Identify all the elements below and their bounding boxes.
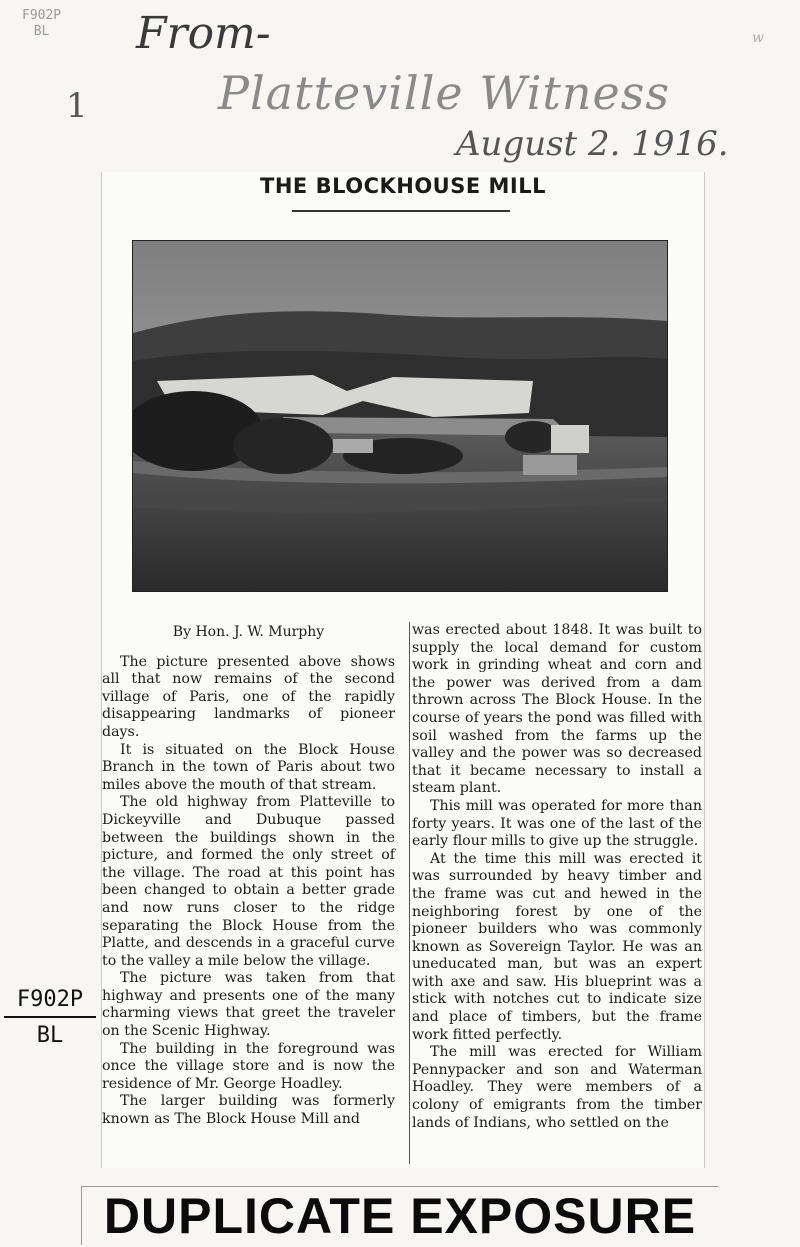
paragraph: The mill was erected for William Pennypacker and son and Waterman Hoadley. They were members of a colony of emigrants from the timber lands of Indians, who settled on the bbox=[412, 1044, 702, 1131]
archive-stamp-top bbox=[22, 8, 61, 40]
paragraph: The picture presented above shows all that now remains of the second village of Paris, one of the rapidly disappearing landmarks of pioneer days. bbox=[102, 653, 395, 740]
paragraph: At the time this mill was erected it was surrounded by heavy timber and the frame was cut and hewed in the neighboring forest by one of the pioneer builders who was commonly known as Sovereign Taylor. He was an uneducated man, but was an expert with axe and saw. His blueprint was a stick with notches cut to indicate size and place of timbers, but the frame work fitted perfectly. bbox=[412, 850, 702, 1043]
paragraph: was erected about 1848. It was built to supply the local demand for custom work in grinding wheat and corn and the power was derived from a dam thrown across The Block House. In the course of years the pond was filled with soil washed from the farms up the valley and the power was so decreased that it became necessary to install a steam plant. bbox=[412, 622, 702, 797]
margin-mark: 1 bbox=[66, 86, 88, 126]
article-column-left bbox=[102, 624, 395, 1129]
corner-mark: w bbox=[752, 30, 764, 46]
paragraph: This mill was operated for more than forty years. It was one of the last of the early flour mills to give up the struggle. bbox=[412, 797, 702, 850]
headline-rule bbox=[292, 210, 510, 212]
archive-stamp-side-line2: BL bbox=[36, 1023, 64, 1048]
article-column-right bbox=[409, 622, 702, 1164]
article-photo bbox=[132, 240, 668, 592]
paragraph: It is situated on the Block House Branch in the town of Paris about two miles above the mouth of that stream. bbox=[102, 741, 395, 793]
archive-stamp-top-line1: F902P bbox=[22, 8, 62, 23]
paragraph: The larger building was formerly known as The Block House Mill and bbox=[102, 1093, 395, 1128]
paragraph: The picture was taken from that highway and presents one of the many charming views that greet the traveler on the Scenic Highway. bbox=[102, 970, 395, 1040]
archive-stamp-side-line1: F902P bbox=[4, 986, 96, 1018]
archive-stamp-top-line2: BL bbox=[33, 24, 50, 39]
handwritten-date: August 2. 1916. bbox=[456, 124, 729, 164]
paragraph: The old highway from Platteville to Dickeyville and Dubuque passed between the buildings shown in the picture, and formed the only street of the village. The road at this point has been changed to obtain a better grade and now runs closer to the ridge separating the Block House from the Platte, and descends in a graceful curve to the valley a mile below the village. bbox=[102, 794, 395, 969]
duplicate-exposure-banner: DUPLICATE EXPOSURE bbox=[81, 1186, 718, 1245]
handwritten-source: Platteville Witness bbox=[218, 66, 670, 120]
article-headline: THE BLOCKHOUSE MILL bbox=[260, 174, 546, 198]
landscape-photo-image bbox=[133, 241, 667, 591]
newspaper-clipping bbox=[101, 172, 705, 1168]
article-byline: By Hon. J. W. Murphy bbox=[172, 624, 325, 640]
handwritten-from: From- bbox=[136, 8, 271, 59]
paragraph: The building in the foreground was once the village store and is now the residence of Mr. George Hoadley. bbox=[102, 1040, 395, 1092]
archive-stamp-side bbox=[4, 986, 96, 1050]
